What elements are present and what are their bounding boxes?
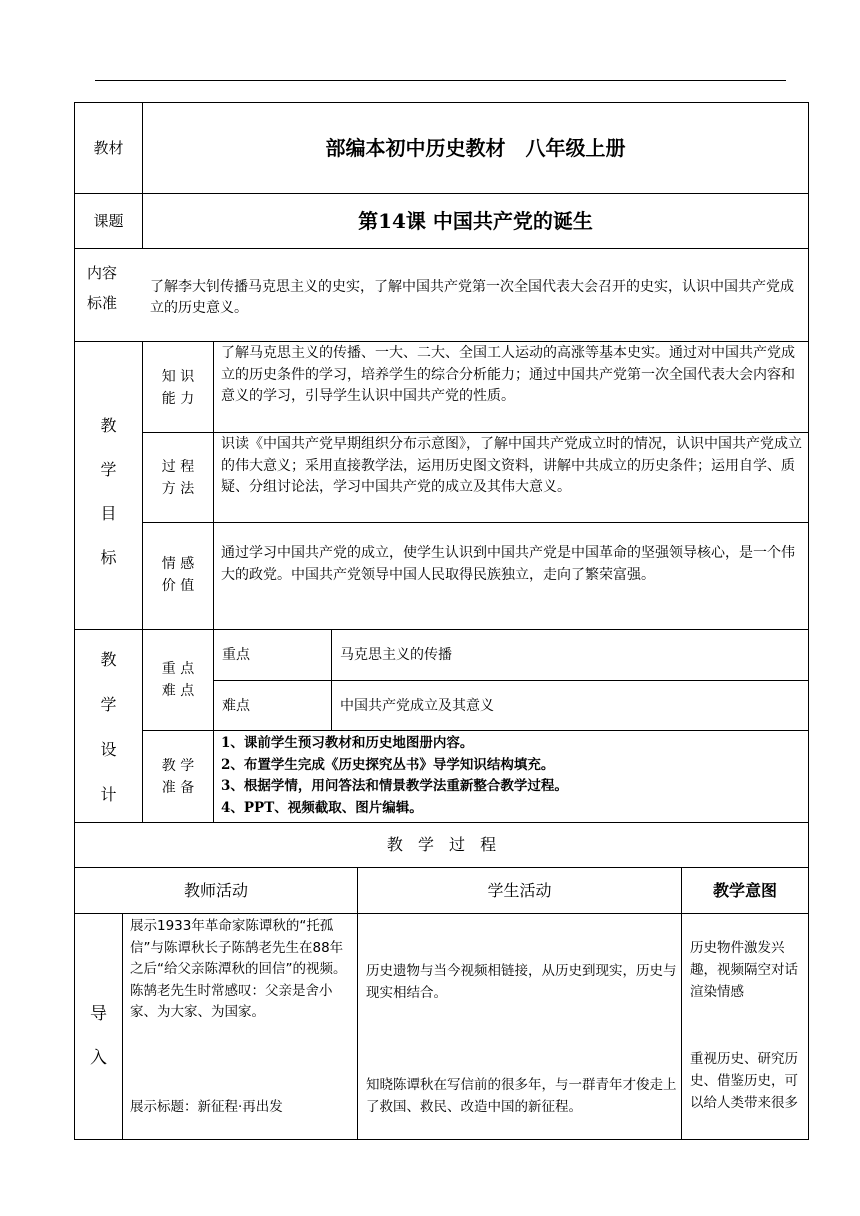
emotion-label-line-2: 价 值 xyxy=(161,578,195,594)
prep-item: 1、课前学生预习教材和历史地图册内容。 xyxy=(221,735,474,751)
knowledge-label-line-2: 能 力 xyxy=(161,391,195,407)
design-label xyxy=(75,637,142,817)
design-label-char: 学 xyxy=(100,695,117,714)
emotion-label xyxy=(143,553,213,597)
difficult-point-value: 中国共产党成立及其意义 xyxy=(340,697,494,714)
knowledge-label-line-1: 知 识 xyxy=(161,369,195,385)
prep-label-line-2: 准 备 xyxy=(161,780,195,796)
intro-label-char: 导 xyxy=(90,1004,107,1024)
process-title: 教 学 过 程 xyxy=(386,835,497,854)
col-header-teacher: 教师活动 xyxy=(183,880,248,900)
table-border-right xyxy=(808,102,809,1140)
emotion-text: 通过学习中国共产党的成立，使学生认识到中国共产党是中国革命的坚强领导核心，是一个伟大的政党。中国共产党领导中国人民取得民族独立，走向了繁荣富强。 xyxy=(221,545,795,583)
table-border-bottom xyxy=(74,1139,809,1140)
intro-label xyxy=(75,992,122,1080)
row-divider xyxy=(74,248,809,249)
goals-label-char: 教 xyxy=(100,416,117,435)
material-label: 教材 xyxy=(93,139,124,157)
row-divider xyxy=(74,341,809,342)
material-value: 部编本初中历史教材 八年级上册 xyxy=(325,136,626,160)
row-divider xyxy=(74,913,809,914)
student-activity-2: 知晓陈谭秋在写信前的很多年，与一群青年才俊走上了救国、救民、改造中国的新征程。 xyxy=(366,1077,677,1115)
keypoints-label xyxy=(143,658,213,702)
goals-label-char: 学 xyxy=(100,460,117,479)
process-method-text: 识读《中国共产党早期组织分布示意图》，了解中国共产党成立时的情况，认识中国共产党成立的伟大意义；采用直接教学法，运用历史图文资料，讲解中共成立的历史条件；运用自学、质疑、分组讨论法，学习中国共产党的成立及其伟大意义。 xyxy=(221,436,802,495)
prep-item: 4、PPT、视频截取、图片编辑。 xyxy=(221,799,423,816)
prep-list xyxy=(221,733,805,819)
student-activity-1: 历史遗物与当今视频相链接，从历史到现实，历史与现实相结合。 xyxy=(366,963,677,1001)
teacher-activity-2: 展示标题：新征程·再出发 xyxy=(130,1099,283,1115)
standard-label-line-1: 内容 xyxy=(86,264,117,282)
emotion-label-line-1: 情 感 xyxy=(161,556,195,572)
keypoints-label-line-2: 难 点 xyxy=(161,683,195,699)
goals-label xyxy=(75,404,142,580)
standard-label xyxy=(75,258,129,318)
design-label-char: 设 xyxy=(100,740,117,759)
standard-label-line-2: 标准 xyxy=(86,294,117,312)
row-divider xyxy=(142,730,809,731)
row-divider xyxy=(142,432,809,433)
keypoints-label-line-1: 重 点 xyxy=(161,661,195,677)
col-divider xyxy=(331,629,332,731)
col-divider xyxy=(122,913,123,1140)
process-method-label-line-1: 过 程 xyxy=(161,459,195,475)
difficult-point-label: 难点 xyxy=(222,697,250,714)
design-label-char: 计 xyxy=(100,785,117,804)
topic-label: 课题 xyxy=(93,212,124,230)
key-point-label: 重点 xyxy=(222,647,250,663)
prep-label xyxy=(143,755,213,799)
header-rule xyxy=(95,80,786,81)
intro-label-char: 入 xyxy=(90,1048,107,1068)
prep-label-line-1: 教 学 xyxy=(161,758,195,774)
prep-item: 2、布置学生完成《历史探究丛书》导学知识结构填充。 xyxy=(221,756,555,773)
row-divider xyxy=(142,522,809,523)
intent-1: 历史物件激发兴趣，视频隔空对话渲染情感 xyxy=(690,940,798,1000)
teacher-activity-1: 展示1933年革命家陈谭秋的“托孤信”与陈谭秋长子陈鹄老先生在88年之后“给父亲陈潭秋的回信”的视频。陈鹄老先生时常感叹：父亲是舍小家、为大家、为国家。 xyxy=(130,918,347,1020)
key-point-value: 马克思主义的传播 xyxy=(340,647,452,663)
goals-label-char: 目 xyxy=(100,504,117,523)
prep-item: 3、根据学情，用问答法和情景教学法重新整合教学过程。 xyxy=(221,778,568,794)
process-method-label xyxy=(143,456,213,500)
knowledge-text: 了解马克思主义的传播、一大、二大、全国工人运动的高涨等基本史实。通过对中国共产党成立的历史条件的学习，培养学生的综合分析能力；通过中国共产党第一次全国代表大会内容和意义的学习，引导学生认识中国共产党的性质。 xyxy=(221,345,795,404)
intent-2: 重视历史、研究历史、借鉴历史，可以给人类带来很多 xyxy=(690,1051,798,1111)
design-label-char: 教 xyxy=(100,650,117,669)
topic-value: 第14课 中国共产党的诞生 xyxy=(358,209,593,233)
goals-label-char: 标 xyxy=(100,548,117,567)
col-header-student: 学生活动 xyxy=(487,880,552,900)
col-header-intent: 教学意图 xyxy=(712,880,777,900)
col-divider xyxy=(213,341,214,823)
process-method-label-line-2: 方 法 xyxy=(161,481,195,497)
standard-value: 了解李大钊传播马克思主义的史实，了解中国共产党第一次全国代表大会召开的史实，认识中国共产党成立的历史意义。 xyxy=(150,279,794,316)
knowledge-label xyxy=(143,366,213,410)
